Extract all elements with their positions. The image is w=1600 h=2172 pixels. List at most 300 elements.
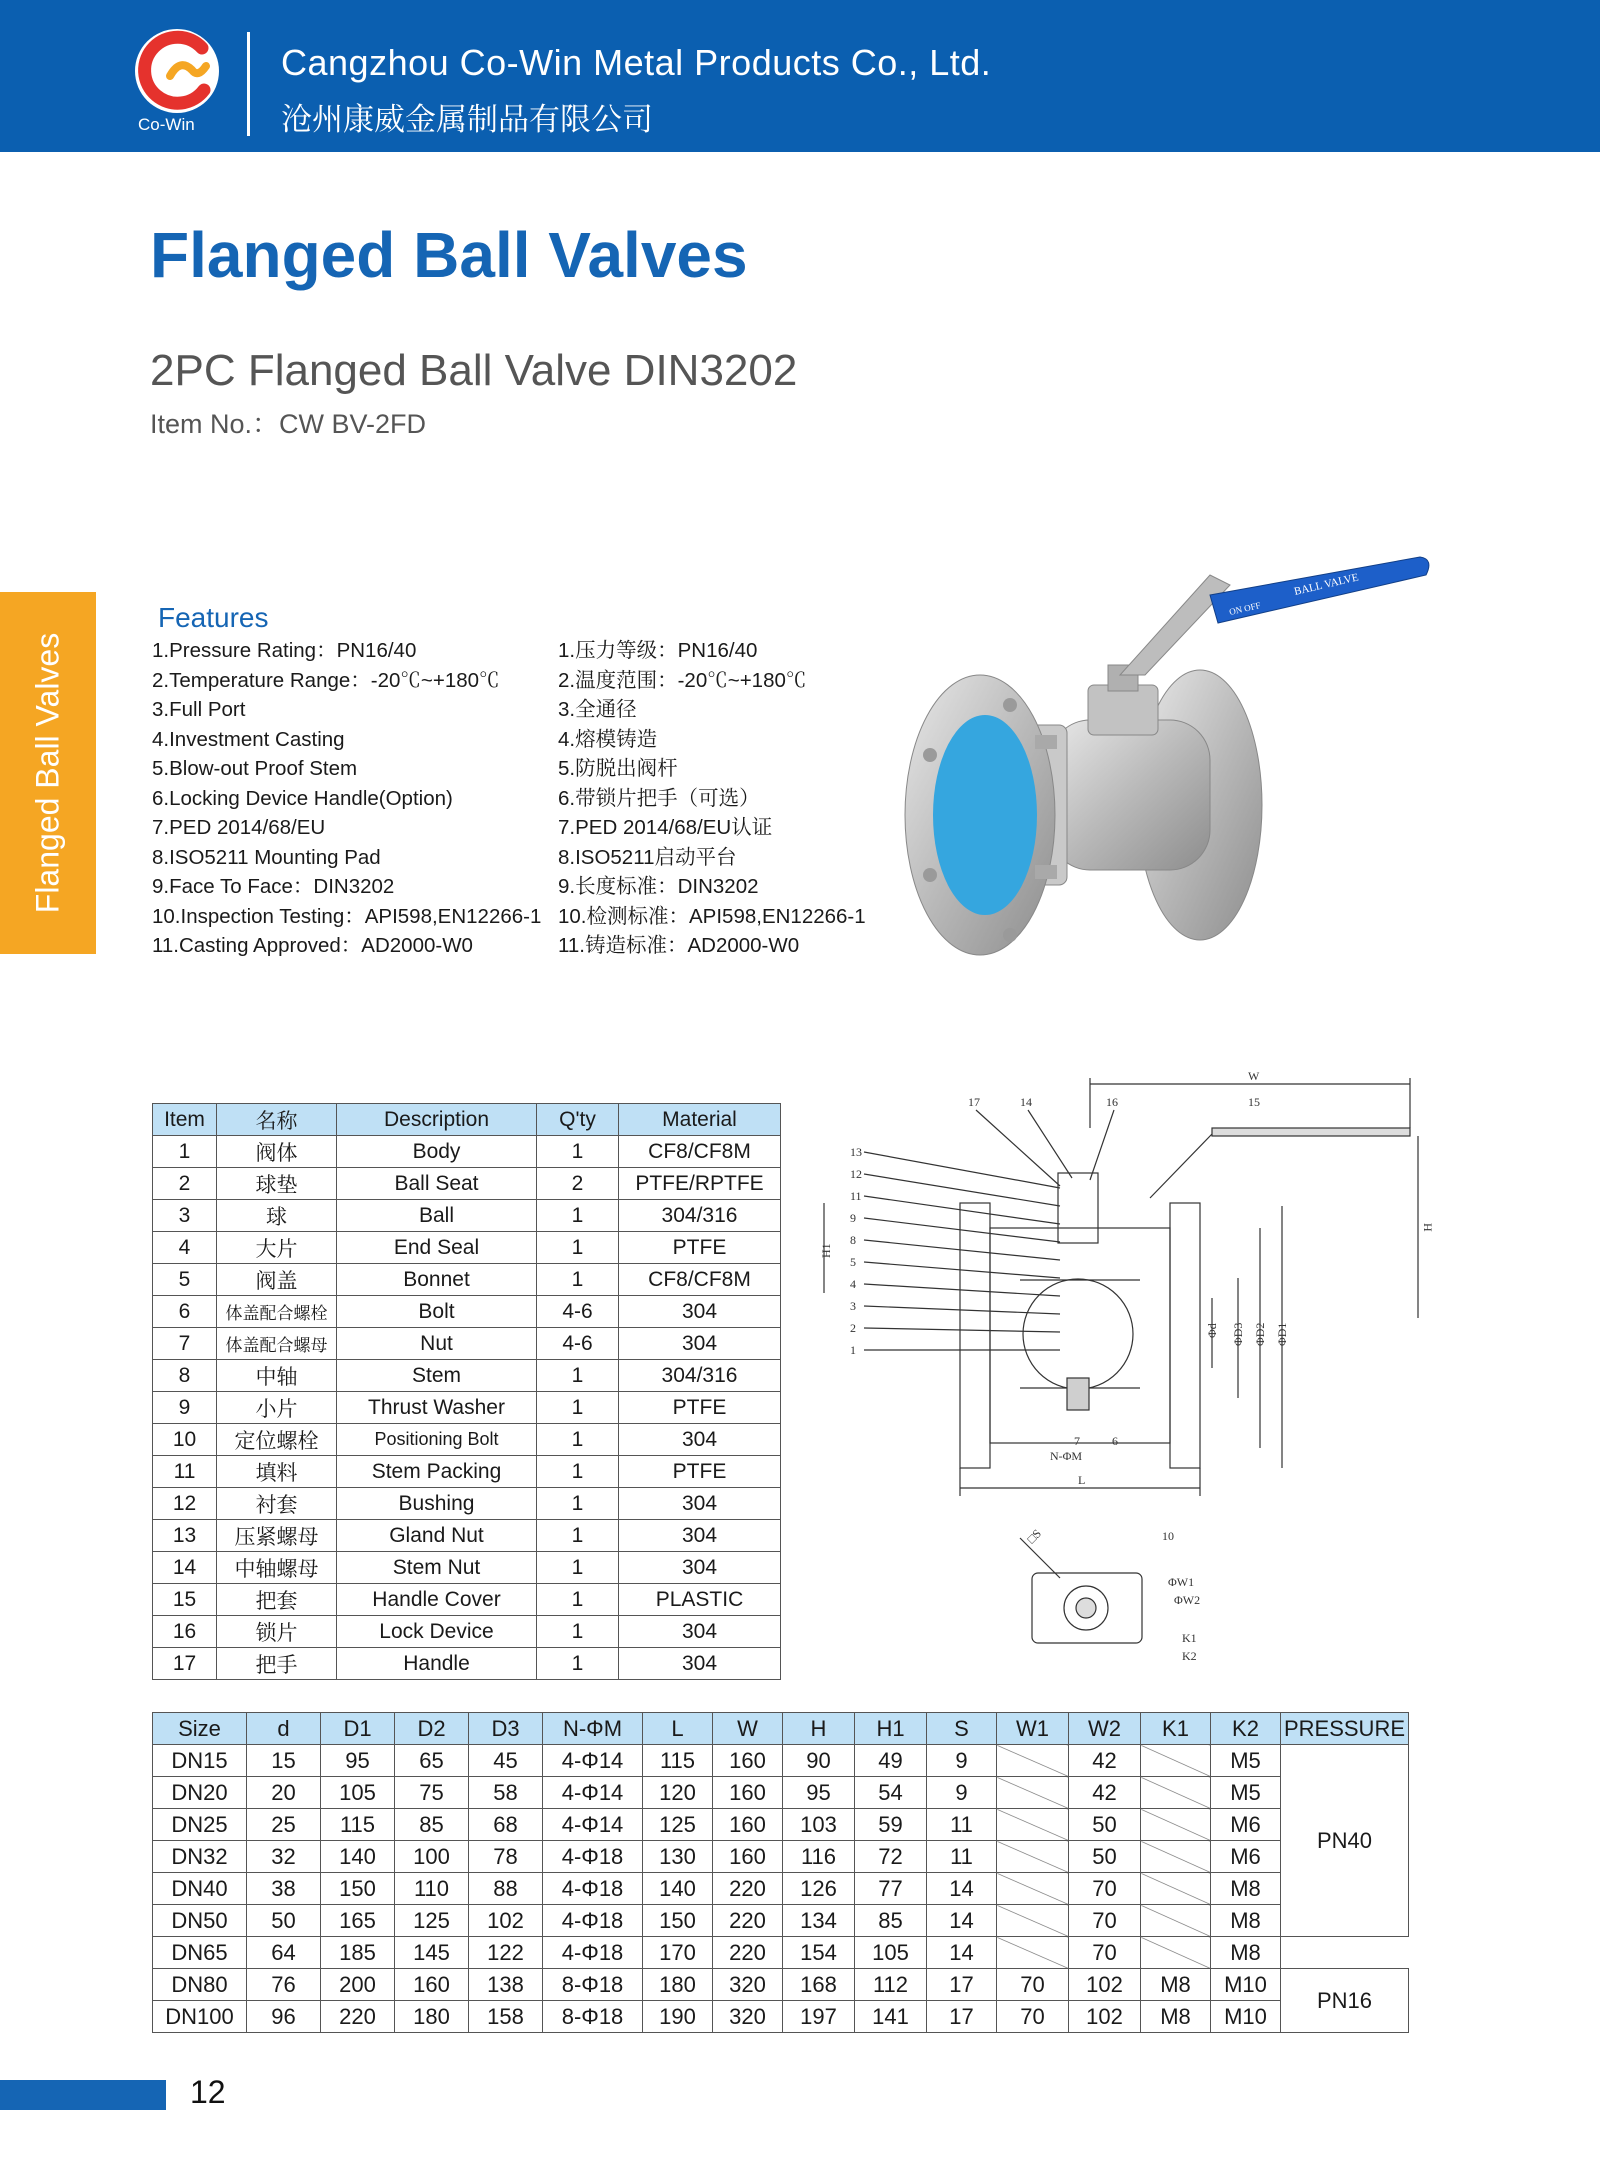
parts-header-cell: Q'ty <box>537 1104 619 1136</box>
dimension-table-cell: 130 <box>643 1841 713 1873</box>
dimension-table-cell: 96 <box>247 2001 321 2033</box>
dimension-table-cell <box>1141 1745 1211 1777</box>
parts-table-cell: Ball Seat <box>337 1168 537 1200</box>
dimension-table-cell: M8 <box>1211 1937 1281 1969</box>
callout-label: 11 <box>850 1189 862 1203</box>
dimension-table-cell: M10 <box>1211 1969 1281 2001</box>
callout-label: 9 <box>850 1211 856 1225</box>
left-callouts <box>850 1145 1060 1357</box>
parts-table-cell: 304 <box>619 1488 781 1520</box>
parts-table-cell: 1 <box>537 1200 619 1232</box>
parts-table-row <box>153 1616 781 1648</box>
dimension-table-cell: M10 <box>1211 2001 1281 2033</box>
parts-table-cell: 1 <box>537 1136 619 1168</box>
callout-14: 14 <box>1020 1095 1032 1109</box>
dim-h: H <box>1421 1223 1435 1232</box>
dimension-table-cell: 105 <box>321 1777 395 1809</box>
parts-table-cell: 7 <box>153 1328 217 1360</box>
dimension-table-cell: 180 <box>395 2001 469 2033</box>
dim-d3: ΦD3 <box>1231 1322 1245 1346</box>
feature-cn: 9.长度标准：DIN3202 <box>558 875 759 898</box>
dimension-table-cell: 197 <box>783 2001 855 2033</box>
dimension-table-cell: 70 <box>1069 1873 1141 1905</box>
dimension-table-cell <box>997 1841 1069 1873</box>
parts-table-cell: 17 <box>153 1648 217 1680</box>
callout-label: 3 <box>850 1299 856 1313</box>
parts-table-row <box>153 1232 781 1264</box>
dimension-table-cell: 32 <box>247 1841 321 1873</box>
logo-text: Co-Win <box>138 115 195 134</box>
dimension-table-cell: 102 <box>1069 1969 1141 2001</box>
dimension-table-cell: 70 <box>997 1969 1069 2001</box>
dimension-table-cell: 8-Φ18 <box>543 2001 643 2033</box>
dimension-table-cell: M8 <box>1211 1873 1281 1905</box>
parts-table-cell: 填料 <box>217 1456 337 1488</box>
dim-w2: ΦW2 <box>1174 1593 1201 1607</box>
dimension-table-cell: 70 <box>1069 1937 1141 1969</box>
parts-table-cell: 中轴螺母 <box>217 1552 337 1584</box>
dimension-table-cell: 122 <box>469 1937 543 1969</box>
dimension-header-cell: L <box>643 1713 713 1745</box>
parts-table-cell: 阀盖 <box>217 1264 337 1296</box>
parts-table-cell: Handle Cover <box>337 1584 537 1616</box>
co-win-logo-icon <box>132 26 222 116</box>
side-tab-label: Flanged Ball Valves <box>29 632 66 914</box>
dimension-table-cell: 140 <box>643 1873 713 1905</box>
parts-table-cell: Bolt <box>337 1296 537 1328</box>
dimension-table-cell: 11 <box>927 1809 997 1841</box>
callout-leader <box>864 1196 1060 1224</box>
parts-table-cell: Stem <box>337 1360 537 1392</box>
parts-table-row <box>153 1488 781 1520</box>
parts-table-row <box>153 1552 781 1584</box>
side-category-tab <box>0 592 96 954</box>
parts-table-cell: 锁片 <box>217 1616 337 1648</box>
dimension-table-cell: 125 <box>643 1809 713 1841</box>
callout-17: 17 <box>968 1095 980 1109</box>
dimension-table-cell: 42 <box>1069 1777 1141 1809</box>
dimension-table-cell: 190 <box>643 2001 713 2033</box>
dimension-table-cell: 320 <box>713 2001 783 2033</box>
dimension-table-cell: 105 <box>855 1937 927 1969</box>
dimension-header-cell: K1 <box>1141 1713 1211 1745</box>
parts-table-row <box>153 1392 781 1424</box>
dimension-table-cell: 100 <box>395 1841 469 1873</box>
dimension-table-cell: 185 <box>321 1937 395 1969</box>
feature-en: 5.Blow-out Proof Stem <box>152 757 358 780</box>
dimension-header-cell: D3 <box>469 1713 543 1745</box>
feature-cn: 1.压力等级：PN16/40 <box>558 639 758 662</box>
feature-en: 11.Casting Approved：AD2000-W0 <box>152 934 473 957</box>
dimension-table-body <box>153 1745 1409 2033</box>
dimension-table-row <box>153 1809 1409 1841</box>
parts-table-cell: 9 <box>153 1392 217 1424</box>
dimension-table-cell: 58 <box>469 1777 543 1809</box>
parts-table-cell: 1 <box>153 1136 217 1168</box>
parts-header-cell: Description <box>337 1104 537 1136</box>
callout-16: 16 <box>1106 1095 1118 1109</box>
dimension-table-cell: 50 <box>1069 1809 1141 1841</box>
dimension-table-cell: 77 <box>855 1873 927 1905</box>
parts-table-cell: 14 <box>153 1552 217 1584</box>
dimension-table-cell <box>1141 1873 1211 1905</box>
dimension-table-cell: 320 <box>713 1969 783 2001</box>
parts-table-row <box>153 1136 781 1168</box>
parts-table-cell: Gland Nut <box>337 1520 537 1552</box>
feature-cn: 5.防脱出阀杆 <box>558 757 678 780</box>
dim-d1: ΦD1 <box>1275 1322 1289 1346</box>
parts-table-cell: 小片 <box>217 1392 337 1424</box>
parts-table-cell: 16 <box>153 1616 217 1648</box>
dimension-table-cell <box>1141 1841 1211 1873</box>
dimension-table-cell: M6 <box>1211 1841 1281 1873</box>
parts-table-cell: CF8/CF8M <box>619 1136 781 1168</box>
dimension-table-cell: 68 <box>469 1809 543 1841</box>
callout-label: 2 <box>850 1321 856 1335</box>
dimension-table-cell: 59 <box>855 1809 927 1841</box>
parts-table-cell: 3 <box>153 1200 217 1232</box>
parts-table-cell: 压紧螺母 <box>217 1520 337 1552</box>
dimension-table-cell <box>997 1905 1069 1937</box>
dimension-table-cell: 4-Φ14 <box>543 1777 643 1809</box>
dimension-table-cell: M5 <box>1211 1745 1281 1777</box>
parts-table-cell: 阀体 <box>217 1136 337 1168</box>
dimension-table-row <box>153 1841 1409 1873</box>
dimension-table-cell: 14 <box>927 1937 997 1969</box>
dimension-table-cell: 4-Φ18 <box>543 1841 643 1873</box>
parts-table-cell: Bonnet <box>337 1264 537 1296</box>
dimension-table-cell: 49 <box>855 1745 927 1777</box>
features-list-cn <box>558 636 866 961</box>
parts-table-cell: 1 <box>537 1456 619 1488</box>
parts-table-cell: 6 <box>153 1296 217 1328</box>
dimension-header-cell: S <box>927 1713 997 1745</box>
feature-cn: 10.检测标准：API598,EN12266-1 <box>558 904 866 928</box>
parts-table-row <box>153 1584 781 1616</box>
parts-table-cell: PLASTIC <box>619 1584 781 1616</box>
dimension-table-cell: 200 <box>321 1969 395 2001</box>
dimension-table-cell: M8 <box>1141 1969 1211 2001</box>
dimension-table-cell: 25 <box>247 1809 321 1841</box>
dimension-header-cell: K2 <box>1211 1713 1281 1745</box>
parts-header-cell: Material <box>619 1104 781 1136</box>
dimension-table-cell <box>997 1777 1069 1809</box>
feature-en: 2.Temperature Range：-20℃~+180℃ <box>152 668 500 692</box>
parts-table-cell: 304 <box>619 1552 781 1584</box>
parts-table-cell: Lock Device <box>337 1616 537 1648</box>
dimension-table-cell: 54 <box>855 1777 927 1809</box>
dimension-header-cell: W <box>713 1713 783 1745</box>
dimension-header-cell: Size <box>153 1713 247 1745</box>
dimension-table-cell: 4-Φ14 <box>543 1745 643 1777</box>
parts-table-cell: 1 <box>537 1552 619 1584</box>
dimension-table-cell: 8-Φ18 <box>543 1969 643 2001</box>
parts-table-cell: 304 <box>619 1296 781 1328</box>
dim-w1: ΦW1 <box>1168 1575 1195 1589</box>
dimension-table-cell: 125 <box>395 1905 469 1937</box>
dimension-table-cell: 45 <box>469 1745 543 1777</box>
dimension-table-cell: 102 <box>469 1905 543 1937</box>
parts-table-cell: Body <box>337 1136 537 1168</box>
dimension-table-cell: 70 <box>997 2001 1069 2033</box>
dimension-table-cell: 14 <box>927 1873 997 1905</box>
dim-h1: H1 <box>819 1243 833 1258</box>
dimension-table-cell: 17 <box>927 1969 997 2001</box>
dimension-table-cell <box>1141 1777 1211 1809</box>
item-number: Item No.：CW BV-2FD <box>150 409 427 439</box>
dimension-table-cell: 103 <box>783 1809 855 1841</box>
product-subtitle: 2PC Flanged Ball Valve DIN3202 <box>150 346 798 395</box>
parts-header-cell: Item <box>153 1104 217 1136</box>
dimension-table-cell: 4-Φ18 <box>543 1905 643 1937</box>
parts-table-cell: PTFE <box>619 1456 781 1488</box>
feature-en: 6.Locking Device Handle(Option) <box>152 786 453 810</box>
parts-table-cell: 大片 <box>217 1232 337 1264</box>
dimension-table-cell: 165 <box>321 1905 395 1937</box>
feature-cn: 2.温度范围：-20℃~+180℃ <box>558 668 807 692</box>
callout-7: 7 <box>1074 1434 1080 1448</box>
callout-leader <box>864 1328 1060 1332</box>
dimension-table-cell: 78 <box>469 1841 543 1873</box>
dimension-table-cell: 15 <box>247 1745 321 1777</box>
parts-table-cell: 15 <box>153 1584 217 1616</box>
dimension-table-cell: 65 <box>395 1745 469 1777</box>
dimension-table-cell: 102 <box>1069 2001 1141 2033</box>
handle-on-off-text: ON OFF <box>1228 600 1262 617</box>
feature-cn: 3.全通径 <box>558 698 637 721</box>
callout-leader <box>864 1152 1060 1188</box>
dimension-table-cell: 115 <box>321 1809 395 1841</box>
dimension-table-cell: 42 <box>1069 1745 1141 1777</box>
parts-table-cell: 把手 <box>217 1648 337 1680</box>
callout-leader <box>864 1240 1060 1260</box>
parts-table-row <box>153 1200 781 1232</box>
parts-table-cell: Ball <box>337 1200 537 1232</box>
parts-table-cell: 体盖配合螺栓 <box>217 1296 337 1328</box>
dimension-table-cell: 95 <box>321 1745 395 1777</box>
parts-table-cell: 5 <box>153 1264 217 1296</box>
parts-header-cell: 名称 <box>217 1104 337 1136</box>
feature-en: 8.ISO5211 Mounting Pad <box>152 845 381 869</box>
dimension-table-cell: DN25 <box>153 1809 247 1841</box>
dimension-header-cell: D2 <box>395 1713 469 1745</box>
feature-en: 3.Full Port <box>152 698 246 721</box>
parts-table-cell: Nut <box>337 1328 537 1360</box>
dimension-table-cell: 85 <box>855 1905 927 1937</box>
dimension-table-cell <box>1141 1937 1211 1969</box>
parts-table-cell: 4-6 <box>537 1296 619 1328</box>
parts-table-cell: CF8/CF8M <box>619 1264 781 1296</box>
dimension-table-cell: 150 <box>643 1905 713 1937</box>
dimension-table-cell: 145 <box>395 1937 469 1969</box>
dimension-header-cell: D1 <box>321 1713 395 1745</box>
parts-table-cell: 304 <box>619 1424 781 1456</box>
parts-table-row <box>153 1360 781 1392</box>
dim-w: W <box>1248 1069 1260 1083</box>
parts-table-cell: 中轴 <box>217 1360 337 1392</box>
dimension-table-cell: 9 <box>927 1745 997 1777</box>
feature-en: 1.Pressure Rating：PN16/40 <box>152 639 417 662</box>
dimension-table-cell: 88 <box>469 1873 543 1905</box>
dimension-table-cell: DN20 <box>153 1777 247 1809</box>
parts-table-cell: 304/316 <box>619 1360 781 1392</box>
parts-table-row <box>153 1648 781 1680</box>
callout-label: 5 <box>850 1255 856 1269</box>
dimension-table-row <box>153 1937 1409 1969</box>
page-title: Flanged Ball Valves <box>150 219 748 291</box>
parts-table <box>152 1103 781 1680</box>
feature-en: 9.Face To Face：DIN3202 <box>152 875 395 898</box>
parts-table-row <box>153 1456 781 1488</box>
dimension-table-cell: 4-Φ14 <box>543 1809 643 1841</box>
parts-table-cell: 球垫 <box>217 1168 337 1200</box>
features-heading: Features <box>158 602 269 633</box>
parts-table-cell: Stem Nut <box>337 1552 537 1584</box>
feature-cn: 7.PED 2014/68/EU认证 <box>558 816 773 839</box>
parts-table-cell: 1 <box>537 1232 619 1264</box>
dimension-table-row <box>153 2001 1409 2033</box>
dimension-table-cell <box>997 1937 1069 1969</box>
company-name-en: Cangzhou Co-Win Metal Products Co., Ltd. <box>281 42 992 83</box>
dimension-table-cell: M6 <box>1211 1809 1281 1841</box>
dimension-table-cell <box>997 1873 1069 1905</box>
pressure-cell: PN40 <box>1281 1745 1409 1937</box>
dimension-table-cell: 9 <box>927 1777 997 1809</box>
dimension-table-cell: DN65 <box>153 1937 247 1969</box>
dimension-table-row <box>153 1777 1409 1809</box>
parts-table-cell: 体盖配合螺母 <box>217 1328 337 1360</box>
parts-table-cell: 12 <box>153 1488 217 1520</box>
company-name-cn: 沧州康威金属制品有限公司 <box>281 102 653 137</box>
callout-label: 8 <box>850 1233 856 1247</box>
parts-table-cell: 4 <box>153 1232 217 1264</box>
dimension-header-cell: H <box>783 1713 855 1745</box>
dimension-table-cell: DN32 <box>153 1841 247 1873</box>
dimension-table-cell: 220 <box>713 1937 783 1969</box>
parts-table-body <box>153 1136 781 1680</box>
parts-table-cell: 304 <box>619 1520 781 1552</box>
dimension-table-cell: 220 <box>713 1873 783 1905</box>
dimension-table-cell: 110 <box>395 1873 469 1905</box>
feature-en: 7.PED 2014/68/EU <box>152 816 326 839</box>
callout-leader <box>864 1262 1060 1278</box>
parts-table-row <box>153 1264 781 1296</box>
callout-leader <box>864 1284 1060 1296</box>
dimension-table-cell: 160 <box>713 1777 783 1809</box>
dimension-table-cell <box>1141 1809 1211 1841</box>
parts-table-cell: 4-6 <box>537 1328 619 1360</box>
dimension-table-cell: 112 <box>855 1969 927 2001</box>
dimension-table-cell: DN15 <box>153 1745 247 1777</box>
dimension-header-cell: PRESSURE <box>1281 1713 1409 1745</box>
dimension-table-cell: 154 <box>783 1937 855 1969</box>
dimension-table-cell: M8 <box>1141 2001 1211 2033</box>
dimension-table-cell: 76 <box>247 1969 321 2001</box>
header-divider <box>247 32 250 136</box>
dimension-table-cell: 150 <box>321 1873 395 1905</box>
dimension-table-cell: 160 <box>713 1841 783 1873</box>
dimension-table-cell: 120 <box>643 1777 713 1809</box>
dimension-table-cell: 160 <box>713 1745 783 1777</box>
parts-table-cell: Thrust Washer <box>337 1392 537 1424</box>
parts-table-cell: 304 <box>619 1616 781 1648</box>
parts-table-cell: End Seal <box>337 1232 537 1264</box>
dim-l: L <box>1078 1473 1086 1487</box>
dimension-table-cell: 180 <box>643 1969 713 2001</box>
handle-text: BALL VALVE <box>1292 571 1360 598</box>
dimension-table-cell: DN100 <box>153 2001 247 2033</box>
dimension-table-cell: 75 <box>395 1777 469 1809</box>
dimension-table-cell: 134 <box>783 1905 855 1937</box>
parts-table-row <box>153 1168 781 1200</box>
dimension-table-cell: 160 <box>713 1809 783 1841</box>
feature-en: 10.Inspection Testing：API598,EN12266-1 <box>152 904 542 928</box>
dimension-table-cell: 126 <box>783 1873 855 1905</box>
dimension-table-cell: 11 <box>927 1841 997 1873</box>
dimension-table-cell: 70 <box>1069 1905 1141 1937</box>
dimension-table-row <box>153 1745 1409 1777</box>
dimension-header-cell: N-ΦM <box>543 1713 643 1745</box>
dimension-table-cell: 17 <box>927 2001 997 2033</box>
page-number: 12 <box>190 2074 226 2110</box>
callout-leader <box>864 1218 1060 1242</box>
parts-table-cell: 2 <box>153 1168 217 1200</box>
footer-bar <box>0 2080 166 2110</box>
dimension-table-cell: 50 <box>247 1905 321 1937</box>
parts-table-cell: 1 <box>537 1424 619 1456</box>
dimension-table-cell: 115 <box>643 1745 713 1777</box>
parts-table-cell: 10 <box>153 1424 217 1456</box>
feature-en: 4.Investment Casting <box>152 727 345 751</box>
dimension-table-cell: DN80 <box>153 1969 247 2001</box>
dimension-table-cell: 64 <box>247 1937 321 1969</box>
dimension-table-cell: 220 <box>713 1905 783 1937</box>
dimension-header-cell: H1 <box>855 1713 927 1745</box>
dimension-table-cell: 4-Φ18 <box>543 1937 643 1969</box>
callout-label: 1 <box>850 1343 856 1357</box>
parts-table-cell: PTFE/RPTFE <box>619 1168 781 1200</box>
dimension-table-cell: M5 <box>1211 1777 1281 1809</box>
dimension-table-cell: 140 <box>321 1841 395 1873</box>
feature-cn: 4.熔模铸造 <box>558 727 658 751</box>
dimension-table <box>152 1712 1409 2033</box>
parts-table-cell: PTFE <box>619 1232 781 1264</box>
dimension-table-cell: 4-Φ18 <box>543 1873 643 1905</box>
dimension-table-cell: 116 <box>783 1841 855 1873</box>
dimension-table-cell: 72 <box>855 1841 927 1873</box>
parts-table-cell: 11 <box>153 1456 217 1488</box>
valve-section-drawing <box>819 1068 1435 1680</box>
dimension-table-cell: 20 <box>247 1777 321 1809</box>
parts-table-cell: 304 <box>619 1328 781 1360</box>
dimension-table-cell: M8 <box>1211 1905 1281 1937</box>
dimension-table-row <box>153 1873 1409 1905</box>
parts-table-cell: 球 <box>217 1200 337 1232</box>
dimension-table-cell: DN50 <box>153 1905 247 1937</box>
dimension-table-cell: 220 <box>321 2001 395 2033</box>
feature-cn: 6.带锁片把手（可选） <box>558 786 760 810</box>
dimension-table-cell: DN40 <box>153 1873 247 1905</box>
parts-table-cell: 304 <box>619 1648 781 1680</box>
parts-table-row <box>153 1424 781 1456</box>
dim-d: Φd <box>1205 1323 1219 1338</box>
feature-cn: 11.铸造标准：AD2000-W0 <box>558 934 800 957</box>
dim-k2: K2 <box>1182 1649 1197 1663</box>
parts-table-cell: Bushing <box>337 1488 537 1520</box>
dimension-table-cell: 38 <box>247 1873 321 1905</box>
callout-leader <box>864 1174 1060 1206</box>
dimension-table-cell: 170 <box>643 1937 713 1969</box>
